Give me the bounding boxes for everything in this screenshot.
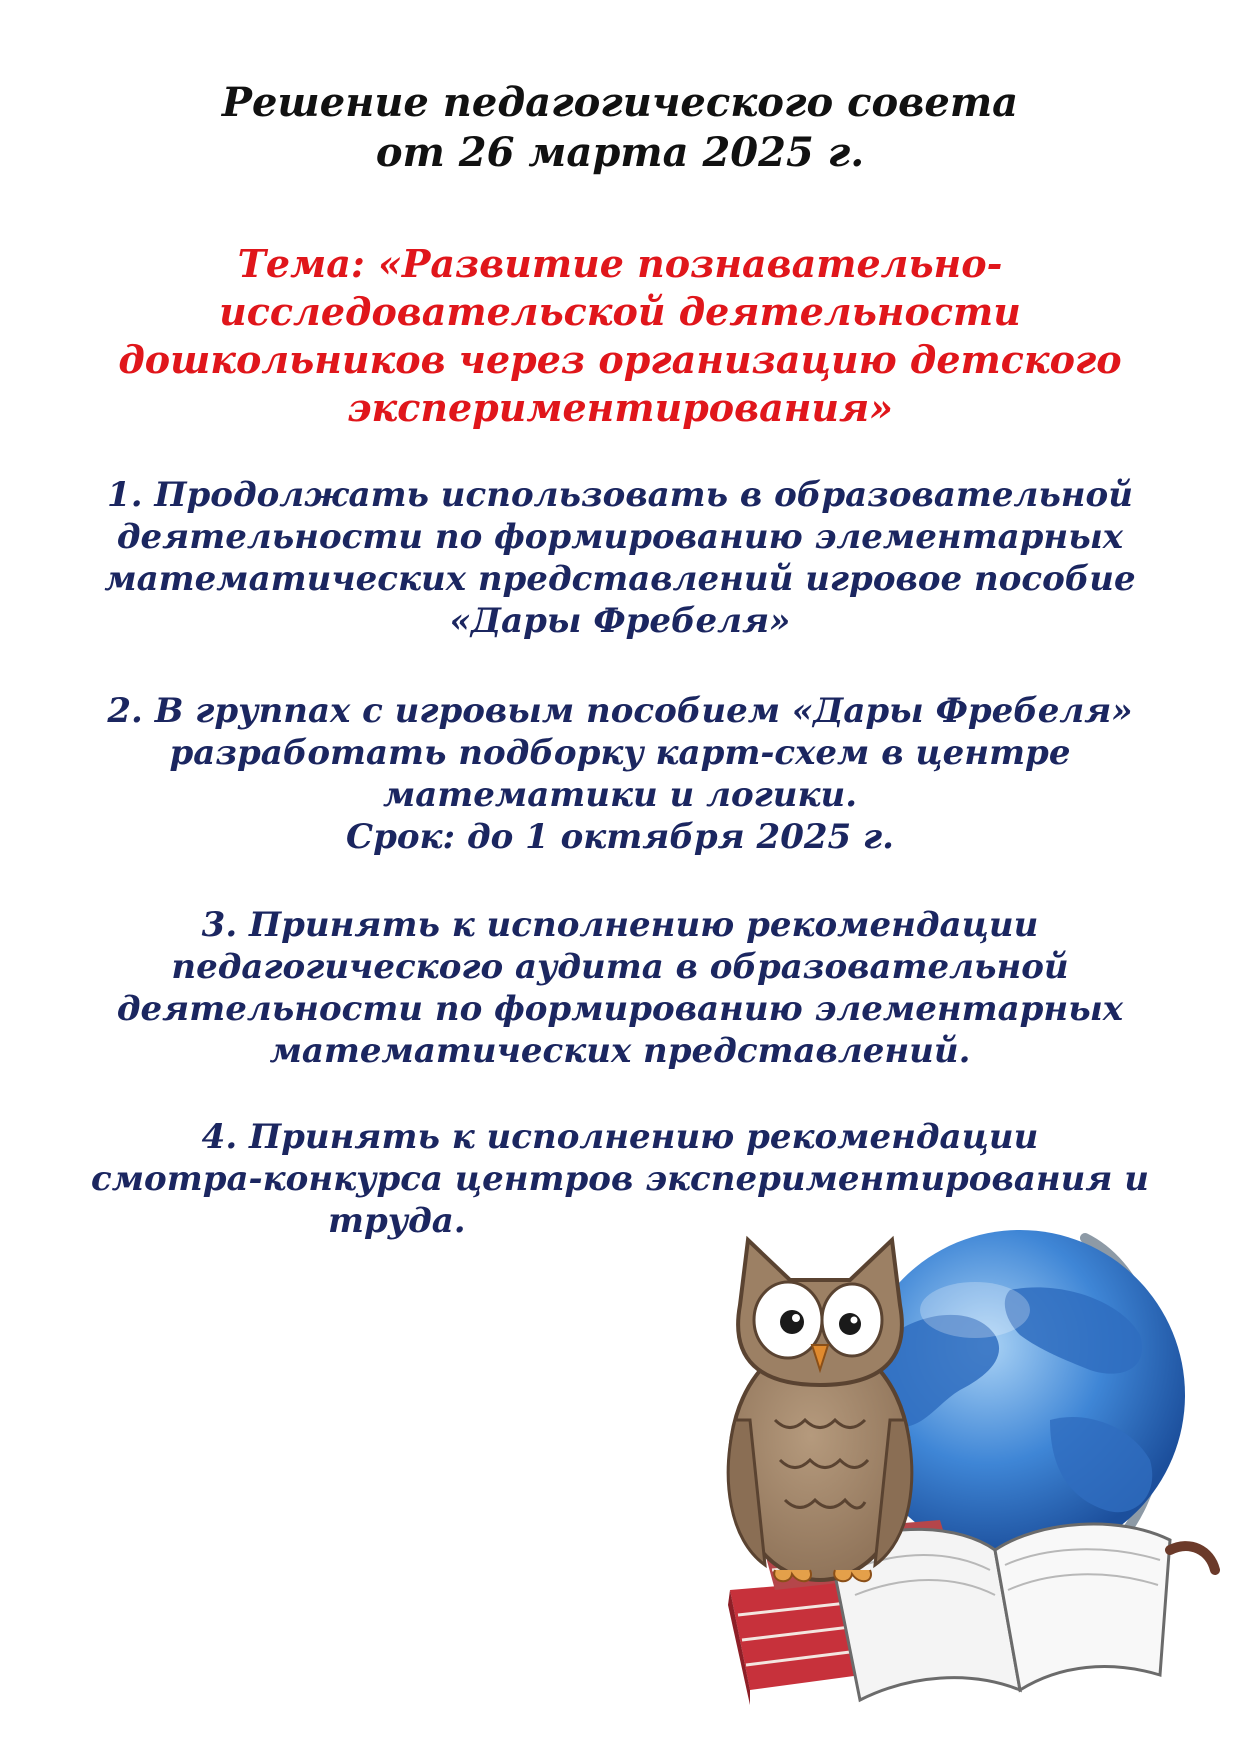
decision-item-4-line-2: смотра-конкурса центров экспериментирования и — [91, 1159, 1149, 1199]
decision-item-1-line-1: 1. Продолжать использовать в образовательной — [107, 475, 1133, 515]
decision-item-1-line-3: математических представлений игровое пособие — [104, 559, 1136, 599]
decision-item-1-line-4: «Дары Фребеля» — [449, 601, 791, 641]
decision-item-3-line-3: деятельности по формированию элементарных — [116, 989, 1124, 1029]
owl-with-globe-and-books-icon — [720, 1220, 1220, 1740]
decision-item-2-line-2: разработать подборку карт-схем в центре — [169, 733, 1071, 773]
theme-line-3: дошкольников через организацию детского — [118, 337, 1122, 382]
decision-item-3 — [60, 904, 1180, 1072]
decision-item-4-line-1: 4. Принять к исполнению рекомендации — [201, 1117, 1039, 1157]
theme-line-4: экспериментирования» — [346, 385, 894, 430]
document-heading — [0, 78, 1240, 178]
theme-line-2: исследовательской деятельности — [219, 289, 1021, 334]
decision-item-3-line-4: математических представлений. — [269, 1031, 971, 1071]
decision-item-4-line-3: труда. — [328, 1201, 466, 1241]
decision-item-2-line-3: математики и логики. — [382, 775, 858, 815]
decision-item-2-deadline: Срок: до 1 октября 2025 г. — [346, 817, 894, 857]
decision-item-2-line-1: 2. В группах с игровым пособием «Дары Фребеля» — [107, 691, 1133, 731]
decision-item-2 — [60, 690, 1180, 858]
decision-item-1-line-2: деятельности по формированию элементарных — [116, 517, 1124, 557]
heading-line-2: от 26 марта 2025 г. — [375, 129, 865, 176]
heading-line-1: Решение педагогического совета — [221, 79, 1019, 126]
decision-item-1 — [60, 474, 1180, 642]
owl — [728, 1240, 912, 1581]
decision-item-3-line-2: педагогического аудита в образовательной — [171, 947, 1069, 987]
theme-line-1: Тема: «Развитие познавательно- — [237, 241, 1003, 286]
decision-item-3-line-1: 3. Принять к исполнению рекомендации — [201, 905, 1039, 945]
theme-block — [0, 240, 1240, 432]
